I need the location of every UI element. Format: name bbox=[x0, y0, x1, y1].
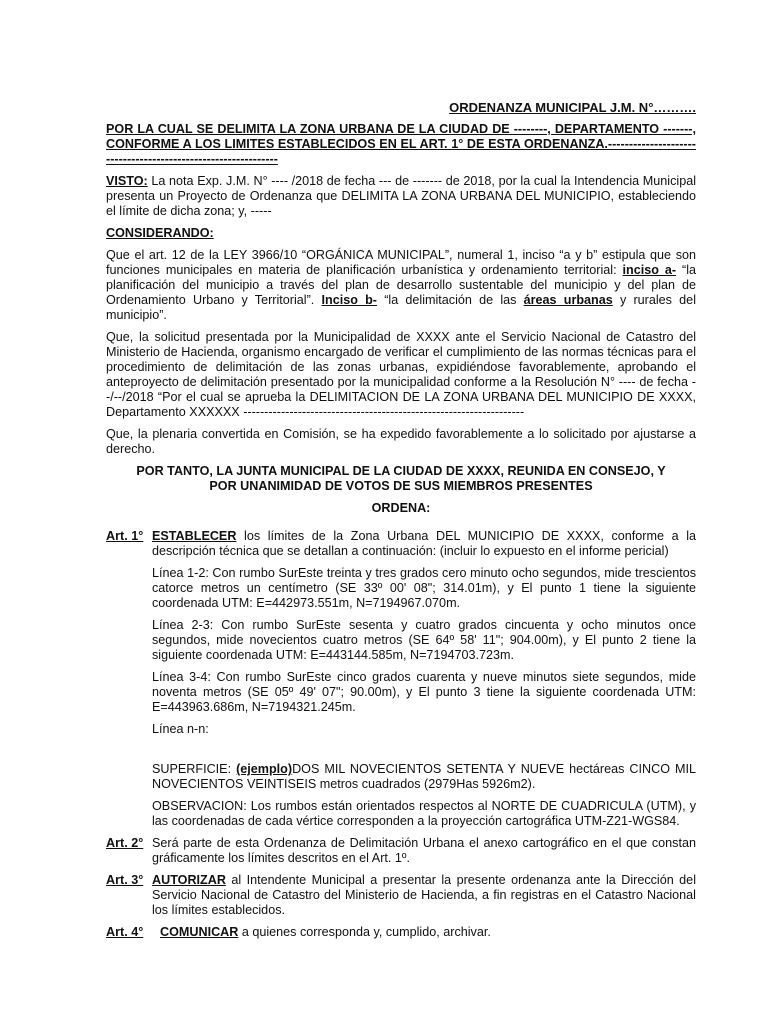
boundary-line-n-n: Línea n-n: bbox=[152, 722, 209, 736]
article-1-label: Art. 1° bbox=[106, 529, 144, 543]
superficie-text: DOS MIL NOVECIENTOS SETENTA Y NUEVE hectáreas CINCO MIL NOVECIENTOS VEINTISEIS metros cuadrados (2979Has 5926m2). bbox=[152, 762, 696, 791]
article-3-verb: AUTORIZAR bbox=[152, 873, 226, 887]
superficie-paragraph bbox=[152, 762, 696, 792]
article-2 bbox=[106, 836, 696, 866]
article-4-label: Art. 4° bbox=[106, 925, 144, 939]
p1-text-a: Que el art. 12 de la LEY 3966/10 “ORGÁNICA MUNICIPAL”, numeral 1, inciso “a y b” estipula que son funciones municipales en materia de planificación urbanística y ordenamiento territorial: bbox=[106, 248, 696, 277]
article-3-label: Art. 3° bbox=[106, 873, 144, 887]
observacion-paragraph: OBSERVACION: Los rumbos están orientados respectos al NORTE DE CUADRICULA (UTM), y las coordenadas de cada vértice corresponden a la proyección cartográfica UTM-Z21-WGS84. bbox=[152, 799, 696, 828]
boundary-line-2-3: Línea 2-3: Con rumbo SurEste sesenta y cuatro grados cincuenta y ocho minutos once segundos, mide novecientos cuatro metros (SE 64º 58' 11"; 904.00m), y El punto 2 tiene la siguiente coordenada UTM: E=443144.585m, N=7194703.723m. bbox=[152, 618, 696, 662]
superficie-example-tag: (ejemplo) bbox=[236, 762, 293, 776]
por-tanto-statement: POR TANTO, LA JUNTA MUNICIPAL DE LA CIUDAD DE XXXX, REUNIDA EN CONSEJO, Y POR UNANIMIDAD DE VOTOS DE SUS MIEMBROS PRESENTES bbox=[136, 464, 666, 493]
visto-text: La nota Exp. J.M. N° ---- /2018 de fecha --- de ------- de 2018, por la cual la Intendencia Municipal presenta un Proyecto de Ordenanza que DELIMITA LA ZONA URBANA DEL MUNICIPIO, estableciendo el límite de dicha zona; y, ----- bbox=[106, 174, 696, 218]
article-1-body bbox=[152, 529, 696, 559]
inciso-b-label: Inciso b- bbox=[321, 293, 377, 307]
areas-urbanas-emphasis: áreas urbanas bbox=[523, 293, 613, 307]
article-3 bbox=[106, 873, 696, 918]
ordena-label: ORDENA: bbox=[371, 501, 431, 515]
p1-text-b: “la planificación del municipio a través del plan de desarrollo sustentable del municipio y del plan de Ordenamiento Urbano y Territorial”. bbox=[106, 263, 696, 307]
article-2-label: Art. 2° bbox=[106, 836, 144, 850]
article-3-body bbox=[152, 873, 696, 918]
article-1 bbox=[106, 529, 696, 559]
boundary-line-1-2: Línea 1-2: Con rumbo SurEste treinta y tres grados cero minuto ocho segundos, mide trescientos catorce metros un centímetro (SE 33º 00' 08"; 314.01m), y El punto 1 tiene la siguiente coordenada UTM: E=442973.551m, N=7194967.070m. bbox=[152, 566, 696, 610]
p1-text-c: “la delimitación de las bbox=[377, 293, 524, 307]
ordinance-document bbox=[106, 100, 696, 947]
article-4 bbox=[106, 925, 696, 940]
article-1-text: los límites de la Zona Urbana DEL MUNICIPIO DE XXXX, conforme a la descripción técnica que se detallan a continuación: (incluir lo expuesto en el informe pericial) bbox=[152, 529, 696, 558]
boundary-line-3-4: Línea 3-4: Con rumbo SurEste cinco grados cuarenta y nueve minutos siete segundos, mide noventa metros (SE 05º 49' 07"; 90.00m), y El punto 3 tiene la siguiente coordenada UTM: E=443963.686m, N=7194321.245m. bbox=[152, 670, 696, 714]
article-1-verb: ESTABLECER bbox=[152, 529, 237, 543]
spacer bbox=[106, 744, 696, 762]
considerando-paragraph-3: Que, la plenaria convertida en Comisión, se ha expedido favorablemente a lo solicitado por ajustarse a derecho. bbox=[106, 427, 696, 456]
article-2-body: Será parte de esta Ordenanza de Delimitación Urbana el anexo cartográfico en el que constan gráficamente los límites descritos en el Art. 1º. bbox=[152, 836, 696, 865]
superficie-label: SUPERFICIE: bbox=[152, 762, 237, 776]
article-4-body bbox=[152, 925, 696, 940]
considerando-paragraph-2: Que, la solicitud presentada por la Municipalidad de XXXX ante el Servicio Nacional de Catastro del Ministerio de Hacienda, organismo encargado de verificar el cumplimiento de las normas técnicas para el procedimiento de delimitación de las zonas urbanas, expidiéndose favorablemente, aprobando el anteproyecto de delimitación presentado por la municipalidad conforme a la Resolución N° ---- de fecha --/--/2018 “Por el cual se aprueba la DELIMITACION DE LA ZONA URBANA DEL MUNICIPIO DE XXXX, Departamento XXXXXX ------------------------------------------------------------------- bbox=[106, 330, 696, 419]
article-4-verb: COMUNICAR bbox=[160, 925, 239, 939]
ordinance-heading: POR LA CUAL SE DELIMITA LA ZONA URBANA DE LA CIUDAD DE --------, DEPARTAMENTO -------, CONFORME A LOS LIMITES ESTABLECIDOS EN EL ART. 1° DE ESTA ORDENANZA.-------------------------------------------------------------- bbox=[106, 122, 696, 166]
article-4-text: a quienes corresponda y, cumplido, archivar. bbox=[238, 925, 491, 939]
article-3-text: al Intendente Municipal a presentar la presente ordenanza ante la Dirección del Servicio Nacional de Catastro del Ministerio de Hacienda, a fin registras en el Catastro Nacional los límites establecidos. bbox=[152, 873, 696, 917]
ordinance-title: ORDENANZA MUNICIPAL J.M. N°………. bbox=[449, 100, 696, 115]
visto-label: VISTO: bbox=[106, 174, 148, 188]
visto-paragraph bbox=[106, 174, 696, 219]
inciso-a-label: inciso a- bbox=[622, 263, 677, 277]
p1-text-d: y rurales del municipio”. bbox=[106, 293, 696, 322]
considerando-label: CONSIDERANDO: bbox=[106, 226, 214, 240]
considerando-paragraph-1 bbox=[106, 248, 696, 323]
